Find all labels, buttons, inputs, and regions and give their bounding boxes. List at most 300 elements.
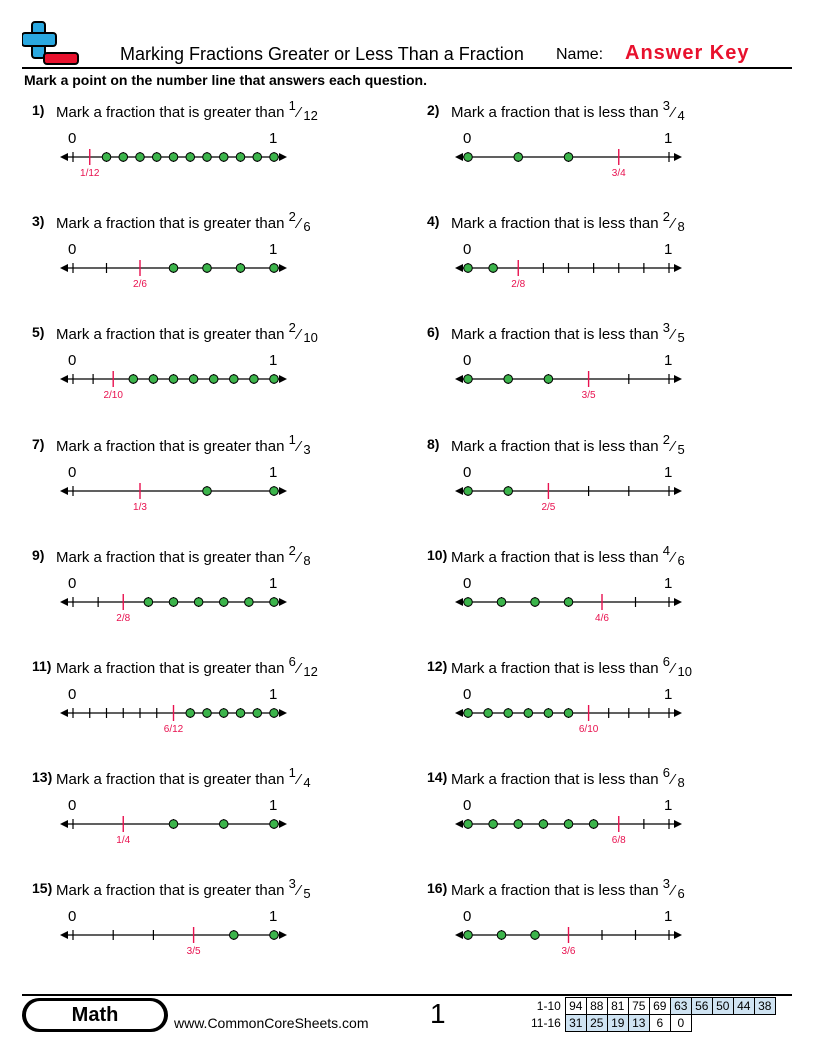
score-cell: 94 [565, 998, 586, 1015]
fraction-slash: ⁄ [672, 882, 675, 900]
score-table [528, 997, 776, 1032]
fraction-slash: ⁄ [297, 660, 301, 677]
target-fraction [288, 209, 311, 235]
header-divider [22, 67, 792, 69]
question-text [451, 431, 685, 457]
answer-point [564, 153, 573, 162]
target-fraction [288, 431, 311, 457]
answer-point [219, 153, 228, 162]
fraction-denominator: 12 [303, 108, 318, 123]
fraction-slash: ⁄ [297, 548, 301, 566]
answer-point [531, 597, 540, 606]
number-line [453, 146, 689, 186]
answer-point [497, 597, 506, 606]
fraction-slash: ⁄ [672, 437, 675, 455]
problem-number: 16) [427, 880, 448, 897]
question-prefix: Mark a fraction that is greater than [56, 660, 289, 677]
number-line [453, 257, 689, 297]
problem-10 [427, 542, 787, 647]
fraction-slash: ⁄ [672, 326, 675, 344]
score-cell: 0 [670, 1015, 691, 1032]
arrow-left-icon [455, 153, 463, 161]
target-fraction [288, 654, 318, 679]
arrow-left-icon [455, 709, 463, 717]
fraction-numerator: 2 [288, 542, 296, 558]
answer-point [194, 597, 203, 606]
question-prefix: Mark a fraction that is greater than [56, 104, 289, 121]
answer-point [203, 153, 212, 162]
number-line-end-label: 1 [269, 241, 278, 259]
score-cell: 81 [607, 998, 628, 1015]
number-line [453, 480, 689, 520]
arrow-right-icon [674, 931, 682, 939]
fraction-slash: ⁄ [297, 104, 301, 121]
arrow-right-icon [674, 598, 682, 606]
question-prefix: Mark a fraction that is greater than [56, 771, 289, 789]
problem-number: 3) [32, 213, 45, 230]
number-line-start-label: 0 [463, 130, 472, 147]
number-line-end-label: 1 [664, 686, 673, 703]
problem-8 [427, 431, 787, 536]
number-line-end-label: 1 [269, 352, 278, 370]
answer-point [270, 375, 279, 384]
arrow-left-icon [60, 709, 68, 717]
answer-point [270, 486, 279, 495]
reference-marker-label: 6/10 [578, 724, 599, 735]
answer-point [524, 709, 533, 718]
question-text [56, 542, 311, 568]
fraction-numerator: 3 [662, 320, 670, 336]
reference-marker-label: 3/5 [186, 946, 201, 958]
plus-minus-logo-icon [22, 20, 80, 68]
answer-point [230, 931, 239, 940]
number-line-start-label: 0 [68, 352, 77, 370]
target-fraction [288, 542, 311, 568]
answer-point [250, 375, 259, 384]
reference-marker-label: 2/5 [541, 501, 556, 513]
arrow-right-icon [279, 487, 287, 495]
question-text [451, 654, 692, 679]
number-line-end-label: 1 [269, 686, 278, 703]
fraction-slash: ⁄ [297, 326, 301, 344]
question-text [451, 209, 685, 235]
answer-point [270, 597, 279, 606]
number-line [453, 591, 689, 631]
problem-1 [32, 98, 392, 202]
question-prefix: Mark a fraction that is less than [451, 660, 663, 677]
arrow-left-icon [455, 375, 463, 383]
number-line [58, 591, 294, 631]
answer-point [149, 375, 158, 384]
number-line-end-label: 1 [664, 352, 673, 370]
arrow-right-icon [279, 375, 287, 383]
answer-point [236, 153, 245, 162]
fraction-slash: ⁄ [672, 771, 675, 789]
fraction-numerator: 3 [662, 98, 670, 113]
number-line-end-label: 1 [664, 241, 673, 259]
question-text [451, 320, 685, 346]
reference-marker-label: 3/6 [561, 946, 576, 958]
answer-point [169, 597, 178, 606]
score-cell: 25 [586, 1015, 607, 1032]
number-line [58, 368, 294, 408]
answer-point [464, 153, 473, 162]
answer-point [152, 153, 161, 162]
number-line-start-label: 0 [463, 352, 472, 370]
fraction-slash: ⁄ [297, 437, 301, 455]
number-line-end-label: 1 [269, 130, 278, 147]
problem-9 [32, 542, 392, 647]
number-line [58, 146, 294, 186]
answer-point [489, 820, 498, 829]
number-line [58, 924, 294, 964]
worksheet-title: Marking Fractions Greater or Less Than a Fraction [120, 44, 524, 64]
answer-point [270, 931, 279, 940]
answer-point [464, 597, 473, 606]
answer-point [245, 597, 254, 606]
answer-point [589, 820, 598, 829]
target-fraction [662, 431, 685, 457]
reference-marker-label: 2/6 [133, 279, 147, 291]
answer-point [464, 375, 473, 384]
question-text [451, 876, 685, 902]
fraction-denominator: 5 [677, 441, 685, 457]
target-fraction [662, 542, 685, 568]
fraction-slash: ⁄ [297, 882, 301, 900]
problem-number: 15) [32, 880, 53, 897]
arrow-left-icon [60, 820, 68, 828]
arrow-right-icon [279, 598, 287, 606]
answer-point [464, 264, 473, 273]
site-url: www.CommonCoreSheets.com [174, 1015, 369, 1031]
number-line-start-label: 0 [463, 574, 472, 592]
score-cell: 38 [754, 998, 775, 1015]
answer-point [236, 709, 245, 718]
arrow-left-icon [455, 820, 463, 828]
number-line [58, 257, 294, 297]
answer-point [270, 264, 279, 273]
problem-16 [427, 876, 787, 980]
answer-point [169, 153, 178, 162]
question-prefix: Mark a fraction that is less than [451, 215, 663, 233]
number-line-end-label: 1 [269, 797, 278, 815]
answer-point [203, 486, 212, 495]
problem-number: 11) [32, 658, 52, 674]
target-fraction [662, 765, 685, 791]
number-line-start-label: 0 [463, 908, 472, 926]
fraction-slash: ⁄ [672, 660, 675, 677]
answer-point [484, 709, 493, 718]
problem-number: 6) [427, 324, 440, 341]
question-text [451, 98, 685, 123]
question-text [451, 765, 685, 791]
question-prefix: Mark a fraction that is less than [451, 437, 663, 455]
reference-marker-label: 3/4 [611, 168, 626, 179]
arrow-right-icon [279, 931, 287, 939]
reference-marker-label: 4/6 [595, 612, 609, 624]
question-prefix: Mark a fraction that is greater than [56, 548, 289, 566]
answer-point [203, 709, 212, 718]
fraction-denominator: 6 [677, 552, 685, 568]
reference-marker-label: 1/3 [133, 501, 147, 513]
arrow-right-icon [674, 375, 682, 383]
problem-13 [32, 765, 392, 869]
answer-key-label: Answer Key [625, 42, 750, 64]
question-prefix: Mark a fraction that is less than [451, 771, 663, 789]
answer-point [189, 375, 198, 384]
answer-point [270, 709, 279, 718]
problem-3 [32, 209, 392, 313]
target-fraction [288, 320, 318, 346]
problem-number: 8) [427, 435, 440, 452]
arrow-left-icon [455, 487, 463, 495]
footer-divider [22, 994, 792, 996]
question-prefix: Mark a fraction that is less than [451, 548, 663, 566]
fraction-numerator: 1 [288, 765, 296, 781]
number-line-end-label: 1 [269, 463, 278, 481]
reference-marker-label: 3/5 [581, 390, 596, 402]
fraction-denominator: 8 [677, 219, 685, 235]
problem-number: 4) [427, 213, 440, 230]
target-fraction [288, 876, 311, 902]
arrow-left-icon [60, 487, 68, 495]
number-line-end-label: 1 [664, 463, 673, 481]
fraction-denominator: 4 [303, 775, 311, 791]
number-line [58, 480, 294, 520]
answer-point [564, 709, 573, 718]
question-text [56, 431, 311, 457]
number-line-start-label: 0 [68, 686, 77, 703]
answer-point [169, 820, 178, 829]
instructions: Mark a point on the number line that answers each question. [24, 72, 427, 88]
reference-marker-label: 6/8 [611, 835, 626, 847]
number-line-end-label: 1 [664, 797, 673, 815]
answer-point [203, 264, 212, 273]
fraction-numerator: 2 [662, 431, 670, 447]
fraction-numerator: 3 [288, 876, 296, 892]
score-cell: 6 [649, 1015, 670, 1032]
problem-6 [427, 320, 787, 424]
question-prefix: Mark a fraction that is greater than [56, 215, 289, 233]
answer-point [464, 709, 473, 718]
answer-point [144, 597, 153, 606]
score-cell: 31 [565, 1015, 586, 1032]
number-line-start-label: 0 [68, 574, 77, 592]
fraction-numerator: 2 [662, 209, 670, 225]
fraction-denominator: 12 [303, 664, 318, 679]
arrow-left-icon [60, 264, 68, 272]
number-line-start-label: 0 [68, 797, 77, 815]
answer-point [514, 820, 523, 829]
answer-point [230, 375, 239, 384]
fraction-numerator: 6 [662, 765, 670, 781]
score-cell: 88 [586, 998, 607, 1015]
answer-point [219, 820, 228, 829]
number-line-start-label: 0 [68, 908, 77, 926]
answer-point [564, 597, 573, 606]
subject-badge [22, 998, 168, 1032]
arrow-left-icon [60, 931, 68, 939]
arrow-left-icon [455, 264, 463, 272]
score-row-label: 1-10 [536, 999, 561, 1013]
score-cell: 69 [649, 998, 670, 1015]
page-number: 1 [430, 998, 446, 1029]
question-prefix: Mark a fraction that is greater than [56, 882, 289, 900]
problem-number: 14) [427, 769, 448, 786]
number-line-start-label: 0 [68, 130, 77, 147]
arrow-left-icon [60, 598, 68, 606]
answer-point [489, 264, 498, 273]
problem-12 [427, 654, 787, 758]
target-fraction [288, 765, 311, 791]
answer-point [564, 820, 573, 829]
number-line-end-label: 1 [664, 908, 673, 926]
answer-point [544, 375, 553, 384]
fraction-numerator: 6 [662, 654, 670, 669]
problem-number: 9) [32, 546, 45, 563]
score-cell: 63 [670, 998, 691, 1015]
question-text [56, 765, 311, 791]
fraction-denominator: 5 [303, 886, 311, 902]
reference-marker-label: 1/12 [80, 168, 100, 179]
answer-point [504, 375, 513, 384]
target-fraction [662, 876, 685, 902]
target-fraction [662, 654, 692, 679]
question-text [56, 98, 318, 123]
number-line-end-label: 1 [269, 574, 278, 592]
score-row-label: 11-16 [531, 1016, 561, 1030]
number-line [453, 702, 689, 742]
target-fraction [662, 320, 685, 346]
question-prefix: Mark a fraction that is greater than [56, 437, 289, 455]
arrow-right-icon [674, 153, 682, 161]
fraction-denominator: 8 [677, 775, 685, 791]
score-cell: 50 [712, 998, 733, 1015]
question-text [56, 654, 318, 679]
reference-marker-label: 2/8 [116, 612, 131, 624]
score-cell: 44 [733, 998, 754, 1015]
fraction-numerator: 6 [288, 654, 296, 669]
question-prefix: Mark a fraction that is less than [451, 326, 663, 344]
score-row [528, 1015, 775, 1032]
problem-number: 7) [32, 435, 45, 452]
target-fraction [662, 209, 685, 235]
problem-11 [32, 654, 392, 758]
fraction-denominator: 6 [303, 219, 311, 235]
fraction-numerator: 3 [662, 876, 670, 892]
fraction-numerator: 1 [288, 431, 296, 447]
fraction-numerator: 2 [288, 209, 296, 225]
number-line-start-label: 0 [463, 797, 472, 815]
target-fraction [288, 98, 318, 123]
number-line-end-label: 1 [269, 908, 278, 926]
fraction-denominator: 6 [677, 886, 685, 902]
fraction-numerator: 1 [288, 98, 296, 113]
target-fraction [662, 98, 685, 123]
answer-point [514, 153, 523, 162]
answer-point [464, 931, 473, 940]
arrow-right-icon [674, 487, 682, 495]
answer-point [186, 709, 195, 718]
answer-point [504, 486, 513, 495]
fraction-denominator: 10 [677, 664, 692, 679]
fraction-numerator: 2 [288, 320, 296, 336]
arrow-left-icon [60, 375, 68, 383]
answer-point [464, 486, 473, 495]
fraction-slash: ⁄ [672, 215, 675, 233]
answer-point [219, 597, 228, 606]
number-line-end-label: 1 [664, 130, 673, 147]
question-prefix: Mark a fraction that is greater than [56, 326, 289, 344]
problem-number: 1) [32, 102, 45, 118]
answer-point [129, 375, 138, 384]
question-text [56, 209, 311, 235]
subject-badge-label: Math [26, 1001, 164, 1029]
answer-point [464, 820, 473, 829]
answer-point [219, 709, 228, 718]
arrow-left-icon [455, 598, 463, 606]
answer-point [270, 820, 279, 829]
number-line-start-label: 0 [463, 241, 472, 259]
problem-5 [32, 320, 392, 424]
score-cell: 56 [691, 998, 712, 1015]
reference-marker-label: 1/4 [116, 835, 131, 847]
answer-point [531, 931, 540, 940]
reference-marker-label: 6/12 [163, 724, 184, 735]
fraction-denominator: 4 [677, 108, 685, 123]
number-line-start-label: 0 [463, 686, 472, 703]
problem-number: 5) [32, 324, 45, 341]
answer-point [539, 820, 548, 829]
number-line-start-label: 0 [463, 463, 472, 481]
question-text [451, 542, 685, 568]
question-text [56, 876, 311, 902]
arrow-right-icon [279, 820, 287, 828]
arrow-right-icon [674, 264, 682, 272]
score-cell: 19 [607, 1015, 628, 1032]
problem-number: 13) [32, 769, 53, 786]
answer-point [504, 709, 513, 718]
number-line [58, 813, 294, 853]
number-line-start-label: 0 [68, 241, 77, 259]
reference-marker-label: 2/8 [511, 279, 526, 291]
number-line [453, 924, 689, 964]
score-cell: 13 [628, 1015, 649, 1032]
problem-number: 2) [427, 102, 440, 118]
fraction-denominator: 8 [303, 552, 311, 568]
number-line [453, 368, 689, 408]
fraction-slash: ⁄ [297, 771, 301, 789]
reference-marker-label: 2/10 [103, 390, 123, 402]
number-line [58, 702, 294, 742]
answer-point [270, 153, 279, 162]
score-row [528, 998, 775, 1015]
question-prefix: Mark a fraction that is less than [451, 882, 663, 900]
problem-7 [32, 431, 392, 536]
answer-point [102, 153, 111, 162]
arrow-right-icon [279, 264, 287, 272]
arrow-right-icon [279, 709, 287, 717]
fraction-slash: ⁄ [672, 104, 675, 121]
question-prefix: Mark a fraction that is less than [451, 104, 663, 121]
fraction-denominator: 10 [303, 330, 318, 346]
number-line [453, 813, 689, 853]
answer-point [544, 709, 553, 718]
fraction-numerator: 4 [662, 542, 670, 558]
number-line-start-label: 0 [68, 463, 77, 481]
name-label: Name: [556, 46, 604, 63]
number-line-end-label: 1 [664, 574, 673, 592]
